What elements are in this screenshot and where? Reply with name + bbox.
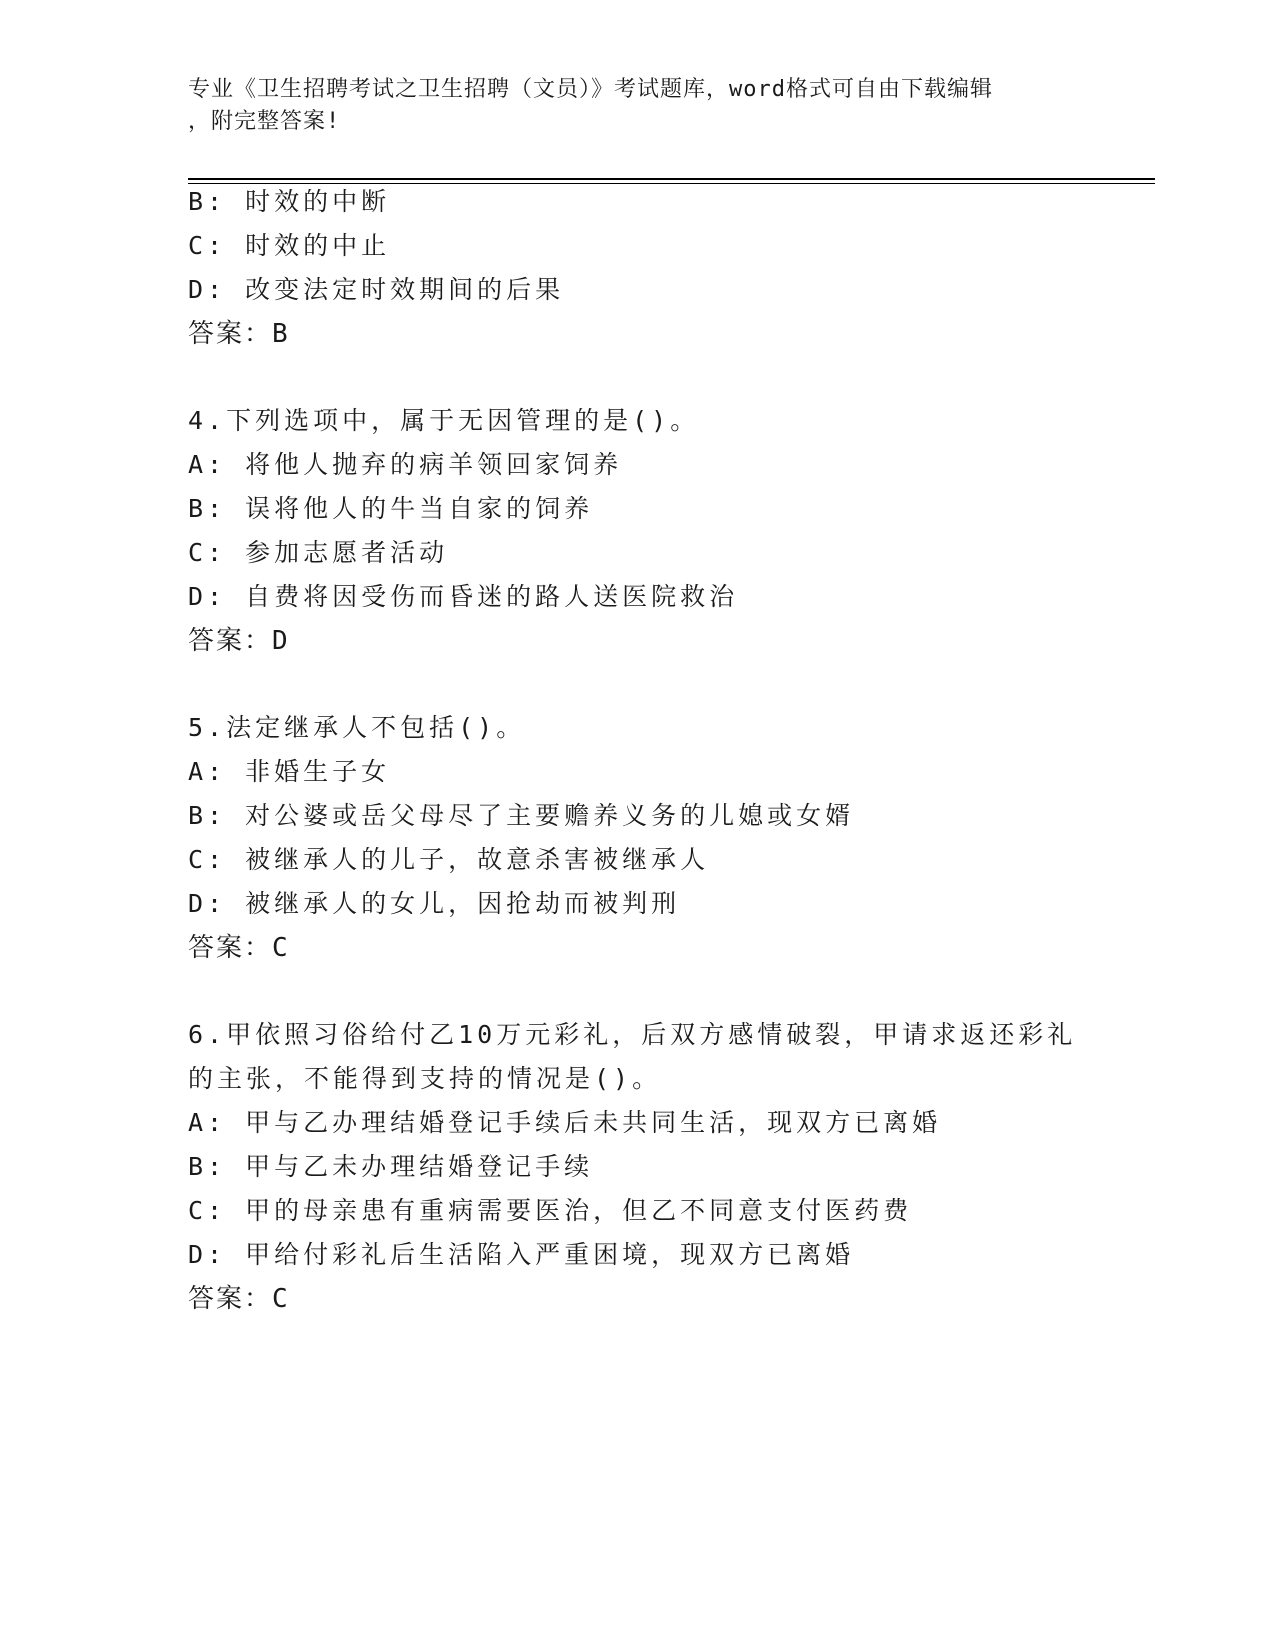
q4-option-d: D: 自费将因受伤而昏迷的路人送医院救治 [188,582,739,611]
q6-question-line-2: 的主张，不能得到支持的情况是()。 [188,1064,662,1093]
q3-option-c: C: 时效的中止 [188,231,391,260]
q6-option-b: B: 甲与乙未办理结婚登记手续 [188,1152,594,1181]
q5-option-d: D: 被继承人的女儿，因抢劫而被判刑 [188,889,681,918]
q5-question: 5.法定继承人不包括()。 [188,713,526,742]
header-line-1: 专业《卫生招聘考试之卫生招聘（文员）》考试题库，word格式可自由下载编辑 [188,77,993,102]
q6-question-line-1: 6.甲依照习俗给付乙10万元彩礼，后双方感情破裂，甲请求返还彩礼 [188,1020,1077,1049]
q5-answer: 答案：C [188,933,290,963]
header-divider-thick [188,178,1155,180]
q6-option-c: C: 甲的母亲患有重病需要医治，但乙不同意支付医药费 [188,1196,913,1225]
q6-option-a: A: 甲与乙办理结婚登记手续后未共同生活，现双方已离婚 [188,1108,942,1137]
q5-option-a: A: 非婚生子女 [188,757,391,786]
q3-option-b: B: 时效的中断 [188,187,391,216]
q6-option-d: D: 甲给付彩礼后生活陷入严重困境，现双方已离婚 [188,1240,855,1269]
q3-answer: 答案：B [188,319,290,349]
header-line-2: ，附完整答案! [188,109,341,134]
q4-option-a: A: 将他人抛弃的病羊领回家饲养 [188,450,623,479]
q4-answer: 答案：D [188,626,290,656]
q4-option-c: C: 参加志愿者活动 [188,538,449,567]
q4-question: 4.下列选项中，属于无因管理的是()。 [188,406,700,435]
q4-option-b: B: 误将他人的牛当自家的饲养 [188,494,594,523]
q5-option-c: C: 被继承人的儿子，故意杀害被继承人 [188,845,710,874]
document-header [188,74,1078,138]
q6-answer: 答案：C [188,1284,290,1314]
q5-option-b: B: 对公婆或岳父母尽了主要赡养义务的儿媳或女婿 [188,801,855,830]
q3-option-d: D: 改变法定时效期间的后果 [188,275,565,304]
